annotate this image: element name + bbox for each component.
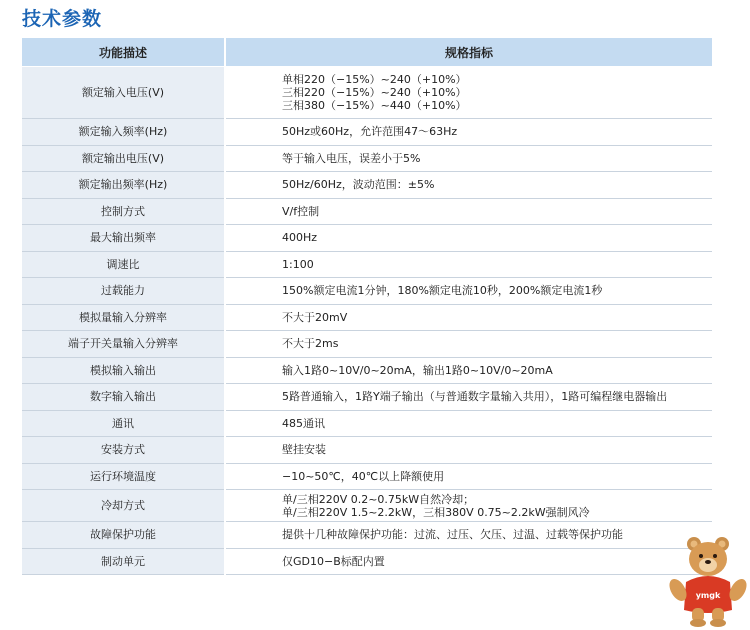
table-row (22, 198, 712, 225)
row-label: 模拟量输入分辨率 (22, 304, 225, 331)
row-label: 故障保护功能 (22, 522, 225, 549)
row-value (225, 304, 712, 331)
row-value-line: 提供十几种故障保护功能：过流、过压、欠压、过温、过载等保护功能 (282, 528, 623, 542)
row-value-line: 不大于2ms (282, 337, 339, 351)
table-row (22, 548, 712, 575)
row-value-line: 400Hz (282, 231, 318, 245)
row-value (225, 225, 712, 252)
row-value-line: 150%额定电流1分钟，180%额定电流10秒，200%额定电流1秒 (282, 284, 603, 298)
row-value (225, 410, 712, 437)
row-value (225, 251, 712, 278)
row-value-line: 50Hz或60Hz，允许范围47～63Hz (282, 125, 458, 139)
table-row (22, 331, 712, 358)
table-row (22, 410, 712, 437)
table-row (22, 522, 712, 549)
row-value-line: 50Hz/60Hz，波动范围：±5% (282, 178, 435, 192)
row-value (225, 145, 712, 172)
row-label: 运行环境温度 (22, 463, 225, 490)
row-value-line: 单相220（−15%）~240（+10%） (282, 73, 467, 86)
row-value (225, 198, 712, 225)
row-label: 冷却方式 (22, 490, 225, 522)
row-value-line: 输入1路0~10V/0~20mA，输出1路0~10V/0~20mA (282, 363, 553, 377)
row-value (225, 463, 712, 490)
table-row (22, 251, 712, 278)
row-label: 过载能力 (22, 278, 225, 305)
spec-table-body (22, 67, 712, 575)
row-label: 额定输入频率(Hz) (22, 119, 225, 146)
row-value (225, 522, 712, 549)
row-value (225, 119, 712, 146)
row-label: 端子开关量输入分辨率 (22, 331, 225, 358)
table-row (22, 357, 712, 384)
table-row (22, 278, 712, 305)
row-value-line: 485通讯 (282, 416, 325, 430)
row-value (225, 548, 712, 575)
row-value-line: 1:100 (282, 257, 314, 271)
spec-table (22, 38, 712, 575)
row-value-line: 壁挂安装 (282, 443, 326, 457)
row-value (225, 172, 712, 199)
row-value (225, 331, 712, 358)
row-label: 额定输出电压(V) (22, 145, 225, 172)
table-row (22, 437, 712, 464)
row-value-line: 5路普通输入，1路Y端子输出（与普通数字量输入共用），1路可编程继电器输出 (282, 390, 668, 404)
row-label: 制动单元 (22, 548, 225, 575)
table-row (22, 172, 712, 199)
row-value (225, 384, 712, 411)
table-row (22, 490, 712, 522)
row-label: 最大输出频率 (22, 225, 225, 252)
row-label: 模拟输入输出 (22, 357, 225, 384)
table-row (22, 304, 712, 331)
table-row (22, 119, 712, 146)
header-spec: 规格指标 (225, 38, 712, 67)
table-row (22, 225, 712, 252)
row-value-line: 单/三相220V 0.2~0.75kW自然冷却； (282, 492, 475, 506)
table-row (22, 463, 712, 490)
row-label: 安装方式 (22, 437, 225, 464)
row-value-line: 不大于20mV (282, 310, 348, 324)
table-row (22, 384, 712, 411)
row-label: 数字输入输出 (22, 384, 225, 411)
row-label: 额定输出频率(Hz) (22, 172, 225, 199)
row-value-line: 仅GD10−B标配内置 (282, 554, 385, 568)
bear-mascot-icon (668, 532, 748, 628)
table-row (22, 67, 712, 119)
header-function: 功能描述 (22, 38, 225, 67)
row-value-line: −10~50℃，40℃以上降额使用 (282, 469, 445, 483)
table-header-row (22, 38, 712, 67)
row-value-line: 三相380（−15%）~440（+10%） (282, 99, 467, 112)
row-value-line: V/f控制 (282, 204, 320, 218)
row-value-line: 等于输入电压，误差小于5% (282, 151, 421, 165)
page-title: 技术参数 (22, 8, 103, 30)
row-value (225, 67, 712, 119)
row-label: 通讯 (22, 410, 225, 437)
mascot-logo-text: ymgk (695, 591, 721, 600)
row-value-line: 单/三相220V 1.5~2.2kW，三相380V 0.75~2.2kW强制风冷 (282, 505, 590, 519)
row-label: 额定输入电压(V) (22, 67, 225, 119)
row-value (225, 278, 712, 305)
row-label: 控制方式 (22, 198, 225, 225)
row-value-line: 三相220（−15%）~240（+10%） (282, 86, 467, 99)
table-row (22, 145, 712, 172)
row-value (225, 490, 712, 522)
row-value (225, 437, 712, 464)
row-value (225, 357, 712, 384)
row-label: 调速比 (22, 251, 225, 278)
